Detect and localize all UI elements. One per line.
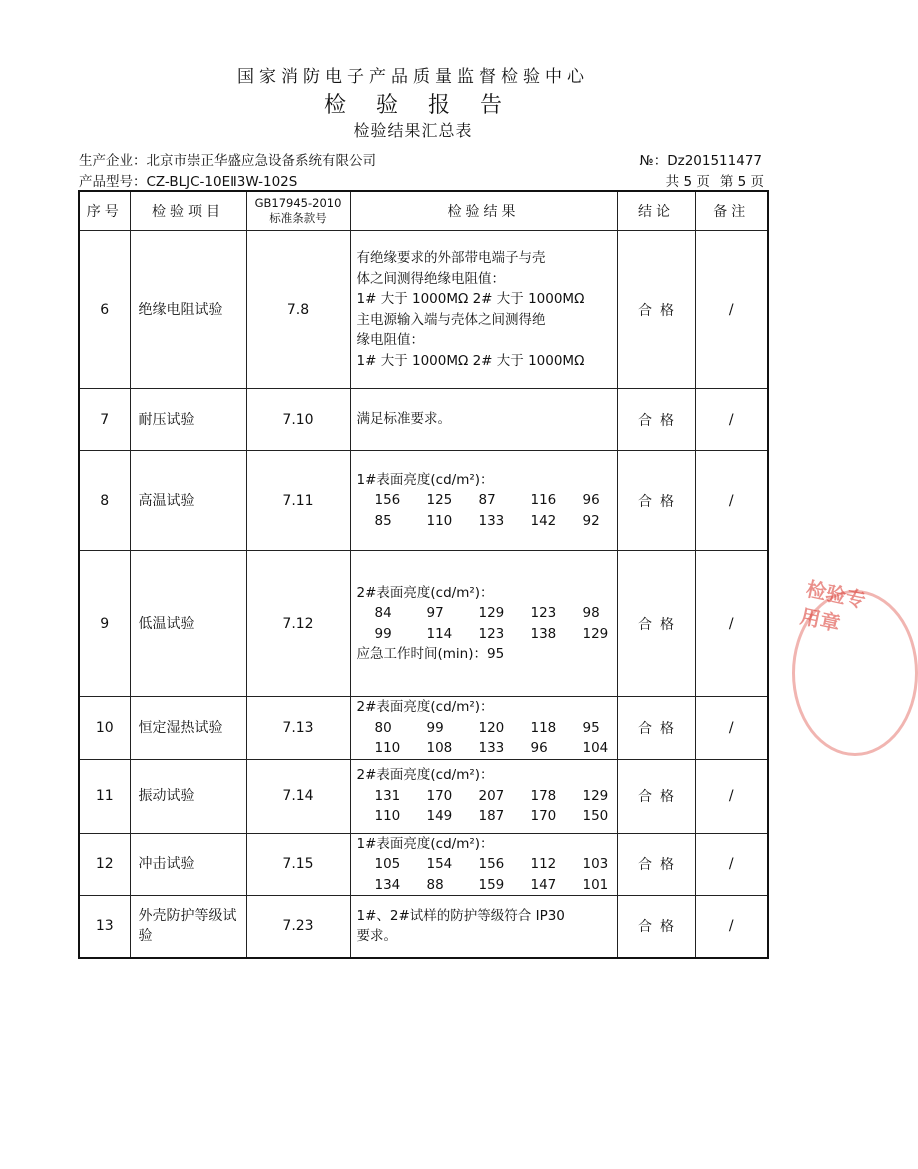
std-clause: 7.10	[246, 389, 350, 451]
table-row	[79, 451, 768, 551]
luminance-value: 112	[530, 856, 557, 872]
luminance-values	[357, 854, 611, 875]
luminance-value: 95	[582, 719, 600, 736]
luminance-value: 138	[530, 625, 557, 642]
conclusion: 合格	[617, 896, 695, 958]
col-header-std-line2: 标准条款号	[269, 211, 327, 225]
table-row	[79, 759, 768, 833]
std-clause: 7.8	[246, 231, 350, 389]
remark: /	[695, 389, 768, 451]
result-line: 体之间测得绝缘电阻值：	[356, 270, 505, 287]
luminance-value: 178	[530, 787, 557, 804]
luminance-value: 142	[530, 512, 557, 529]
luminance-value: 170	[426, 787, 453, 804]
page-current: 第 5 页	[719, 174, 764, 190]
luminance-values	[357, 718, 611, 739]
luminance-values	[357, 875, 611, 896]
luminance-value: 154	[426, 856, 453, 872]
luminance-value: 131	[374, 787, 401, 804]
col-header-item: 检验项目	[130, 191, 246, 231]
test-item: 外壳防护等级试验	[130, 896, 246, 958]
std-clause: 7.23	[246, 896, 350, 958]
remark: /	[695, 833, 768, 896]
model-field: 产品型号：CZ-BLJC-10EⅡ3W-102S	[79, 174, 298, 190]
luminance-value: 99	[426, 719, 444, 736]
std-clause: 7.13	[246, 697, 350, 760]
conclusion: 合格	[617, 389, 695, 451]
table-row	[79, 896, 768, 958]
col-header-remark: 备注	[695, 191, 768, 231]
luminance-value: 88	[426, 876, 444, 893]
remark: /	[695, 551, 768, 697]
luminance-value: 99	[374, 625, 392, 642]
result-label: 2#表面亮度(cd/m²)：	[356, 699, 494, 715]
result-line: 1#、2#试样的防护等级符合 IP30	[356, 907, 565, 924]
test-result	[350, 759, 617, 833]
test-item: 恒定湿热试验	[130, 697, 246, 760]
result-line: 满足标准要求。	[356, 411, 451, 428]
result-line: 1# 大于 1000MΩ 2# 大于 1000MΩ	[356, 352, 585, 369]
conclusion: 合格	[617, 451, 695, 551]
report-number: №：Dz201511477	[639, 153, 762, 169]
luminance-value: 125	[426, 492, 453, 509]
luminance-value: 123	[530, 605, 557, 621]
luminance-value: 147	[530, 876, 557, 893]
std-clause: 7.15	[246, 833, 350, 896]
table-body	[79, 231, 768, 958]
luminance-value: 187	[478, 808, 505, 825]
remark: /	[695, 759, 768, 833]
remark: /	[695, 896, 768, 958]
result-label: 2#表面亮度(cd/m²)：	[356, 584, 494, 601]
table-header-row	[79, 191, 768, 231]
report-subtitle: 检验结果汇总表	[353, 121, 473, 140]
luminance-value: 156	[478, 856, 505, 872]
luminance-value: 80	[374, 719, 392, 736]
luminance-values	[357, 490, 611, 511]
col-header-std-line1: GB17945-2010	[254, 196, 342, 210]
row-number: 10	[79, 697, 130, 760]
luminance-value: 133	[478, 740, 505, 756]
test-item: 耐压试验	[130, 389, 246, 451]
luminance-value: 110	[426, 512, 453, 529]
luminance-value: 133	[478, 512, 505, 529]
pages-total: 共 5 页	[665, 174, 710, 190]
table-row	[79, 231, 768, 389]
luminance-values	[357, 786, 611, 807]
luminance-value: 149	[426, 808, 453, 825]
std-clause: 7.12	[246, 551, 350, 697]
test-item: 振动试验	[130, 759, 246, 833]
test-result	[350, 896, 617, 958]
result-line: 1# 大于 1000MΩ 2# 大于 1000MΩ	[356, 291, 585, 307]
luminance-value: 207	[478, 787, 505, 804]
luminance-value: 110	[374, 808, 401, 825]
page-info	[666, 170, 764, 190]
col-header-no: 序号	[79, 191, 130, 231]
luminance-value: 96	[530, 740, 548, 756]
conclusion: 合格	[617, 697, 695, 760]
company-field: 生产企业：北京市崇正华盛应急设备系统有限公司	[79, 153, 376, 169]
table-row	[79, 389, 768, 451]
luminance-value: 84	[374, 605, 392, 621]
luminance-value: 134	[374, 876, 401, 893]
remark: /	[695, 697, 768, 760]
luminance-value: 101	[582, 876, 609, 893]
test-item: 冲击试验	[130, 833, 246, 896]
conclusion: 合格	[617, 231, 695, 389]
test-result	[350, 451, 617, 551]
row-number: 12	[79, 833, 130, 896]
result-extra: 应急工作时间(min)：95	[356, 646, 505, 662]
row-number: 8	[79, 451, 130, 551]
result-label: 1#表面亮度(cd/m²)：	[356, 835, 494, 852]
luminance-value: 120	[478, 719, 505, 736]
table-row	[79, 697, 768, 760]
report-title: 检验报告	[323, 93, 532, 118]
test-item: 低温试验	[130, 551, 246, 697]
luminance-value: 129	[478, 605, 505, 621]
luminance-value: 105	[374, 856, 401, 872]
std-clause: 7.11	[246, 451, 350, 551]
row-number: 7	[79, 389, 130, 451]
std-clause: 7.14	[246, 759, 350, 833]
conclusion: 合格	[617, 833, 695, 896]
luminance-value: 108	[426, 740, 453, 756]
luminance-value: 92	[582, 512, 600, 529]
luminance-values	[357, 738, 611, 759]
row-number: 9	[79, 551, 130, 697]
result-line: 缘电阻值：	[356, 332, 424, 348]
luminance-value: 156	[374, 492, 401, 509]
luminance-values	[357, 603, 611, 624]
row-number: 13	[79, 896, 130, 958]
luminance-value: 170	[530, 808, 557, 825]
luminance-value: 129	[582, 787, 609, 804]
test-result	[350, 697, 617, 760]
luminance-value: 104	[582, 740, 609, 756]
test-result	[350, 389, 617, 451]
luminance-value: 150	[582, 808, 609, 825]
result-label: 2#表面亮度(cd/m²)：	[356, 767, 494, 784]
row-number: 11	[79, 759, 130, 833]
luminance-values	[357, 511, 611, 532]
luminance-value: 110	[374, 740, 401, 756]
luminance-value: 97	[426, 605, 444, 621]
test-item: 高温试验	[130, 451, 246, 551]
table-row	[79, 833, 768, 896]
luminance-value: 98	[582, 605, 600, 621]
test-result	[350, 231, 617, 389]
luminance-values	[357, 624, 611, 645]
result-line: 主电源输入端与壳体之间测得绝	[356, 311, 546, 328]
luminance-value: 159	[478, 876, 505, 893]
luminance-value: 96	[582, 492, 600, 509]
result-label: 1#表面亮度(cd/m²)：	[356, 471, 494, 488]
col-header-std	[246, 191, 350, 231]
inspection-stamp: 检验专用章	[798, 576, 868, 636]
table-row	[79, 551, 768, 697]
remark: /	[695, 451, 768, 551]
result-line: 要求。	[356, 928, 397, 945]
col-header-result: 检验结果	[350, 191, 617, 231]
org-name: 国家消防电子产品质量监督检验中心	[237, 67, 589, 87]
conclusion: 合格	[617, 759, 695, 833]
col-header-conclusion: 结论	[617, 191, 695, 231]
test-result	[350, 551, 617, 697]
luminance-value: 87	[478, 492, 496, 509]
luminance-value: 118	[530, 719, 557, 736]
result-line: 有绝缘要求的外部带电端子与壳	[356, 250, 546, 266]
conclusion: 合格	[617, 551, 695, 697]
test-result	[350, 833, 617, 896]
luminance-value: 129	[582, 625, 609, 642]
luminance-value: 123	[478, 625, 505, 642]
luminance-value: 116	[530, 492, 557, 509]
remark: /	[695, 231, 768, 389]
luminance-value: 114	[426, 625, 453, 642]
luminance-values	[357, 806, 611, 827]
test-item: 绝缘电阻试验	[130, 231, 246, 389]
results-table	[78, 190, 769, 959]
row-number: 6	[79, 231, 130, 389]
luminance-value: 103	[582, 856, 609, 872]
luminance-value: 85	[374, 512, 392, 529]
